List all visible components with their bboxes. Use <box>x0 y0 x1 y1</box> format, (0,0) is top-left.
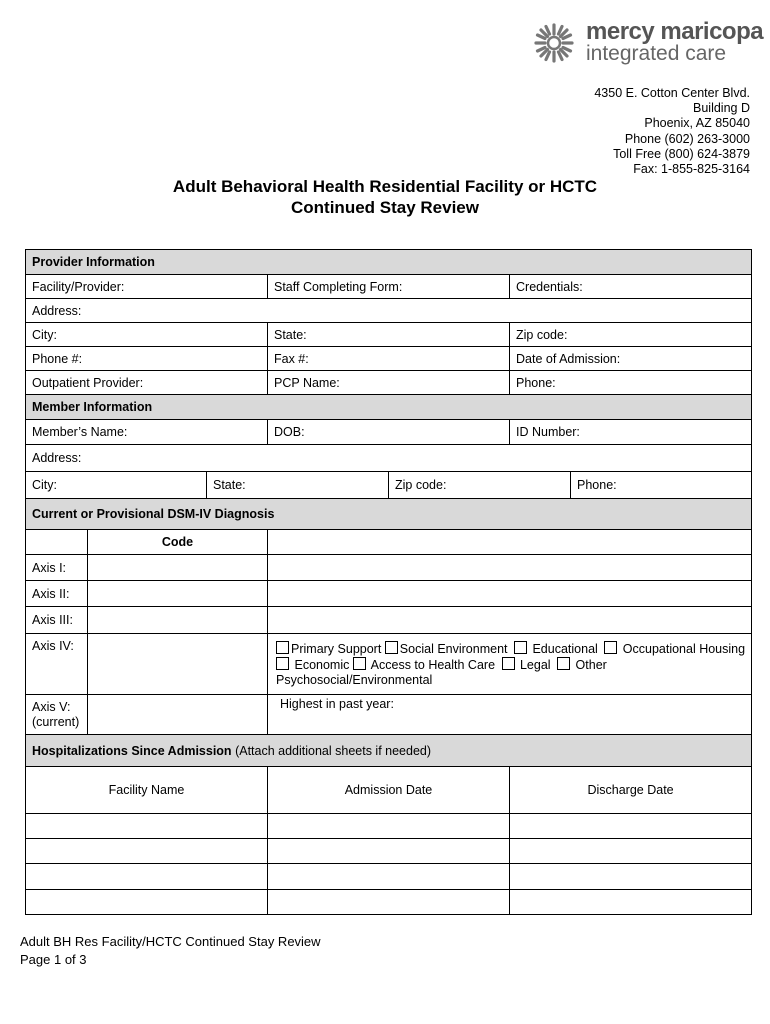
axis-1-code-field[interactable] <box>88 555 268 581</box>
educational-checkbox[interactable] <box>514 641 527 654</box>
axis-2-label: Axis II: <box>26 581 88 607</box>
axis-label-header <box>26 530 88 555</box>
hospitalizations-title: Hospitalizations Since Admission <box>32 743 232 758</box>
form-title-line2: Continued Stay Review <box>291 198 479 217</box>
address-block <box>594 86 750 177</box>
axis-4-label: Axis IV: <box>26 634 88 695</box>
social-environment-label: Social Environment <box>399 641 508 656</box>
form-title-line1: Adult Behavioral Health Residential Facility or HCTC <box>172 177 598 196</box>
provider-fax-field[interactable]: Fax #: <box>268 347 510 371</box>
address-tollfree: Toll Free (800) 624-3879 <box>613 146 750 161</box>
economic-label: Economic <box>294 657 350 672</box>
access-health-care-checkbox[interactable] <box>353 657 366 670</box>
economic-checkbox[interactable] <box>276 657 289 670</box>
axis-3-description-field[interactable] <box>268 607 752 634</box>
admission-date-cell[interactable] <box>268 814 510 839</box>
axis-3-code-field[interactable] <box>88 607 268 634</box>
sunburst-logo-icon <box>533 22 575 64</box>
facility-name-column-header: Facility Name <box>26 767 268 814</box>
address-line: Phoenix, AZ 85040 <box>644 116 750 131</box>
facility-name-cell[interactable] <box>26 839 268 864</box>
table-row <box>26 814 752 839</box>
educational-label: Educational <box>532 641 598 656</box>
admission-date-cell[interactable] <box>268 864 510 890</box>
member-city-field[interactable]: City: <box>26 472 207 499</box>
member-state-field[interactable]: State: <box>207 472 389 499</box>
axis-2-code-field[interactable] <box>88 581 268 607</box>
provider-phone-field[interactable]: Phone #: <box>26 347 268 371</box>
hospitalizations-note: (Attach additional sheets if needed) <box>235 743 432 758</box>
axis-5-code-field[interactable] <box>88 695 268 735</box>
facility-provider-field[interactable]: Facility/Provider: <box>26 275 268 299</box>
member-info-header: Member Information <box>26 395 752 420</box>
axis-5-label-line1: Axis V: <box>32 699 71 714</box>
pcp-phone-field[interactable]: Phone: <box>510 371 752 395</box>
staff-completing-field[interactable]: Staff Completing Form: <box>268 275 510 299</box>
code-column-header: Code <box>88 530 268 555</box>
admission-date-cell[interactable] <box>268 839 510 864</box>
other-label: Other <box>575 657 607 672</box>
logo-name: mercy maricopa <box>586 18 764 45</box>
legal-label: Legal <box>519 657 551 672</box>
review-form <box>25 249 752 915</box>
member-dob-field[interactable]: DOB: <box>268 420 510 445</box>
admission-date-cell[interactable] <box>268 890 510 915</box>
page-footer <box>20 933 321 969</box>
member-address-field[interactable]: Address: <box>26 445 752 472</box>
logo-tagline: integrated care <box>586 42 727 65</box>
occupational-housing-label: Occupational Housing <box>622 641 746 656</box>
diagnosis-header: Current or Provisional DSM-IV Diagnosis <box>26 499 752 530</box>
axis-4-options <box>268 634 752 695</box>
member-name-field[interactable]: Member’s Name: <box>26 420 268 445</box>
psychosocial-environmental-label: Psychosocial/Environmental <box>276 672 433 687</box>
access-health-care-label: Access to Health Care <box>370 657 496 672</box>
discharge-date-column-header: Discharge Date <box>510 767 752 814</box>
axis-5-label <box>26 695 88 735</box>
member-id-field[interactable]: ID Number: <box>510 420 752 445</box>
facility-name-cell[interactable] <box>26 864 268 890</box>
primary-support-checkbox[interactable] <box>276 641 289 654</box>
admission-date-field[interactable]: Date of Admission: <box>510 347 752 371</box>
address-fax: Fax: 1-855-825-3164 <box>633 162 750 177</box>
axis-2-description-field[interactable] <box>268 581 752 607</box>
address-line: 4350 E. Cotton Center Blvd. <box>594 86 750 100</box>
facility-name-cell[interactable] <box>26 890 268 915</box>
discharge-date-cell[interactable] <box>510 814 752 839</box>
description-column-header <box>268 530 752 555</box>
address-line: Building D <box>693 101 750 116</box>
other-checkbox[interactable] <box>557 657 570 670</box>
provider-address-field[interactable]: Address: <box>26 299 752 323</box>
provider-state-field[interactable]: State: <box>268 323 510 347</box>
table-row <box>26 839 752 864</box>
provider-city-field[interactable]: City: <box>26 323 268 347</box>
provider-info-header: Provider Information <box>26 250 752 275</box>
primary-support-label: Primary Support <box>291 641 382 656</box>
hospitalizations-header <box>26 735 752 767</box>
facility-name-cell[interactable] <box>26 814 268 839</box>
credentials-field[interactable]: Credentials: <box>510 275 752 299</box>
member-phone-field[interactable]: Phone: <box>571 472 752 499</box>
axis-1-description-field[interactable] <box>268 555 752 581</box>
discharge-date-cell[interactable] <box>510 839 752 864</box>
table-row <box>26 864 752 890</box>
axis-5-label-line2: (current) <box>32 714 80 729</box>
axis-3-label: Axis III: <box>26 607 88 634</box>
occupational-housing-checkbox[interactable] <box>604 641 617 654</box>
member-zip-field[interactable]: Zip code: <box>389 472 571 499</box>
pcp-name-field[interactable]: PCP Name: <box>268 371 510 395</box>
highest-past-year-field[interactable]: Highest in past year: <box>268 695 752 735</box>
social-environment-checkbox[interactable] <box>385 641 398 654</box>
admission-date-column-header: Admission Date <box>268 767 510 814</box>
logo <box>533 18 763 66</box>
footer-document-name: Adult BH Res Facility/HCTC Continued Stay Review <box>20 934 321 949</box>
outpatient-provider-field[interactable]: Outpatient Provider: <box>26 371 268 395</box>
provider-zip-field[interactable]: Zip code: <box>510 323 752 347</box>
address-phone: Phone (602) 263-3000 <box>624 131 750 146</box>
axis-1-label: Axis I: <box>26 555 88 581</box>
footer-page-number: Page 1 of 3 <box>20 952 87 967</box>
axis-4-code-field[interactable] <box>88 634 268 695</box>
legal-checkbox[interactable] <box>502 657 515 670</box>
table-row <box>26 890 752 915</box>
discharge-date-cell[interactable] <box>510 890 752 915</box>
discharge-date-cell[interactable] <box>510 864 752 890</box>
